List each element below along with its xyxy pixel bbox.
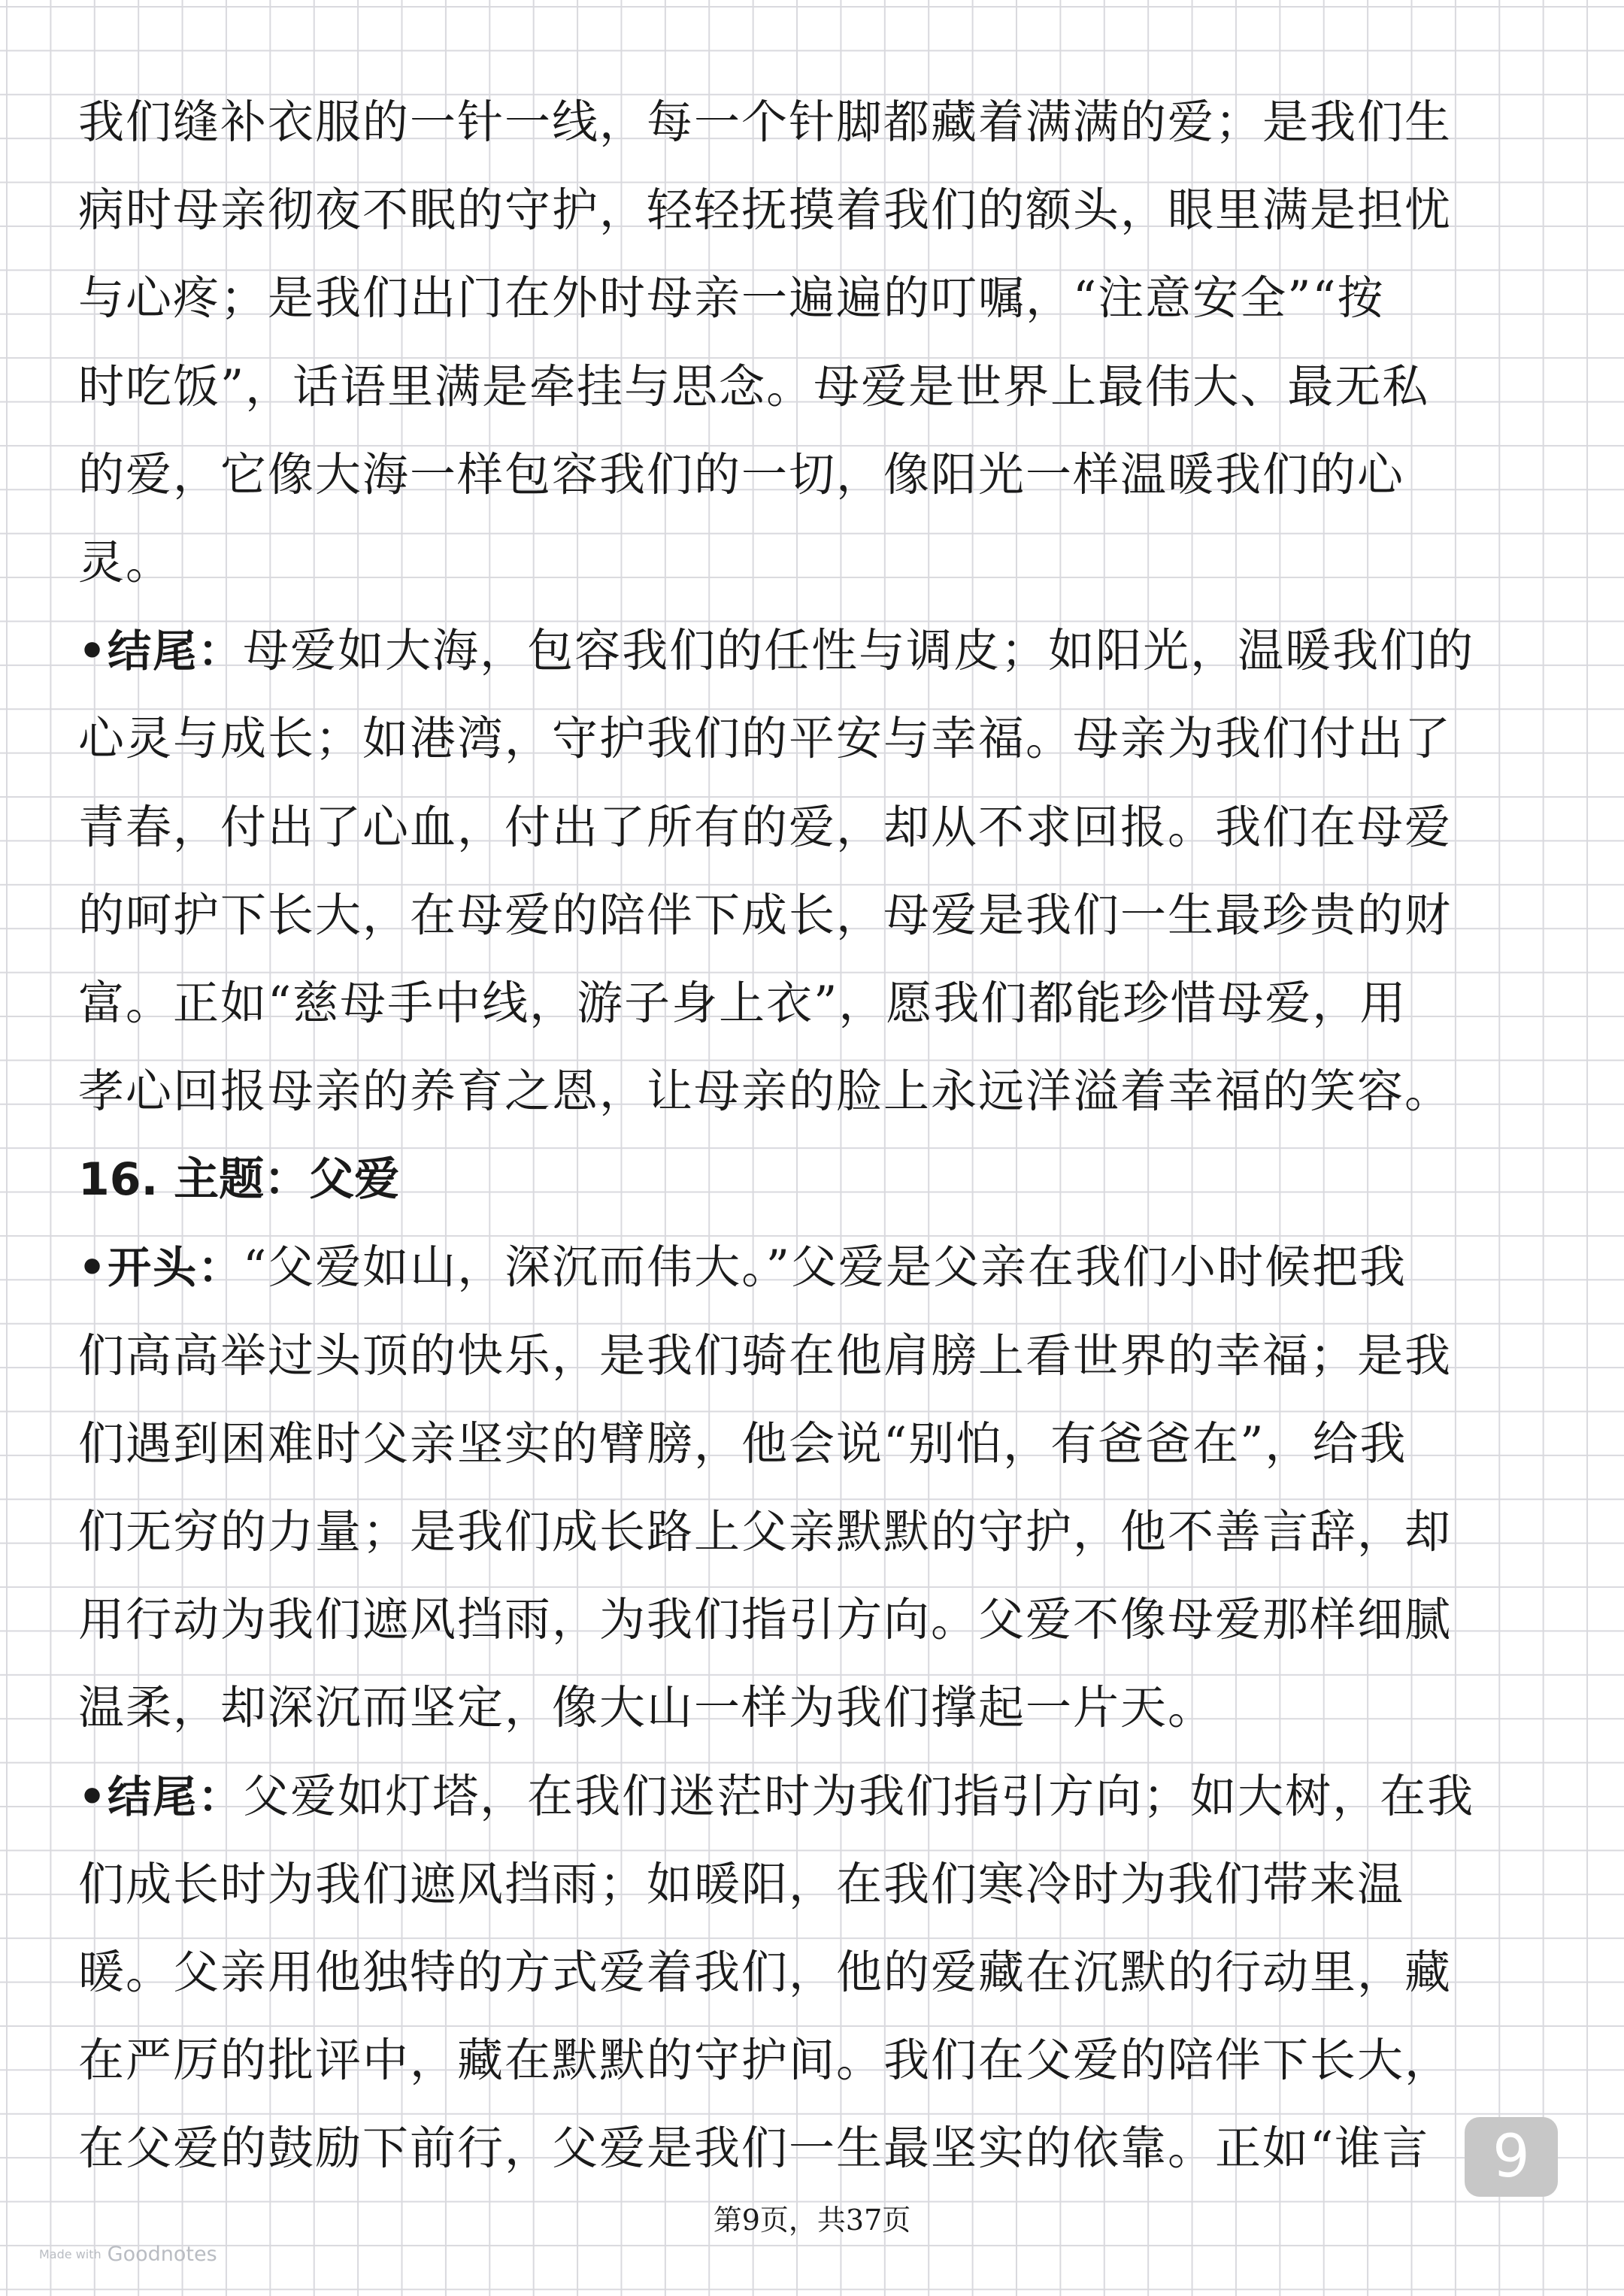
text-line: 灵。	[78, 535, 174, 589]
page-number-badge: 9	[1465, 2117, 1558, 2197]
topic-heading: 16. 主题：父爱	[78, 1153, 400, 1207]
text-span: 父爱如灯塔，在我们迷茫时为我们指引方向；如大树，在我	[243, 1769, 1475, 1823]
text-line: 们无穷的力量；是我们成长路上父亲默默的守护，他不善言辞，却	[78, 1505, 1453, 1558]
text-line	[78, 617, 1547, 705]
page-footer: 第9页，共37页	[713, 2204, 911, 2237]
text-line: 时吃饭”，话语里满是牵挂与思念。母爱是世界上最伟大、最无私	[78, 359, 1430, 413]
father-ending-paragraph	[78, 1763, 1547, 2204]
text-line: 暖。父亲用他独特的方式爱着我们，他的爱藏在沉默的行动里，藏	[78, 1945, 1453, 1999]
text-line: 的呵护下长大，在母爱的陪伴下成长，母爱是我们一生最珍贵的财	[78, 888, 1453, 942]
text-line: 青春，付出了心血，付出了所有的爱，却从不求回报。我们在母爱	[78, 800, 1453, 854]
text-line	[78, 1234, 1547, 1322]
text-line: 在父爱的鼓励下前行，父爱是我们一生最坚实的依靠。正如“谁言	[78, 2122, 1430, 2176]
opening-label: •开头：	[78, 1242, 244, 1294]
text-line: 们遇到困难时父亲坚实的臂膀，他会说“别怕，有爸爸在”，给我	[78, 1416, 1407, 1471]
mother-body-paragraph	[78, 89, 1547, 617]
text-line: 用行动为我们遮风挡雨，为我们指引方向。父爱不像母爱那样细腻	[78, 1593, 1453, 1647]
watermark-made-with: Made with	[39, 2246, 102, 2261]
goodnotes-watermark	[39, 2239, 217, 2269]
text-line: 心灵与成长；如港湾，守护我们的平安与幸福。母亲为我们付出了	[78, 712, 1453, 766]
page-content	[78, 89, 1547, 2204]
text-line	[78, 1763, 1547, 1851]
text-line: 孝心回报母亲的养育之恩，让母亲的脸上永远洋溢着幸福的笑容。	[78, 1065, 1453, 1119]
text-span: 母爱如大海，包容我们的任性与调皮；如阳光，温暖我们的	[243, 624, 1475, 678]
text-line: 们成长时为我们遮风挡雨；如暖阳，在我们寒冷时为我们带来温	[78, 1857, 1405, 1911]
text-line: 与心疼；是我们出门在外时母亲一遍遍的叮嘱，“注意安全”“按	[78, 271, 1385, 326]
text-line: 病时母亲彻夜不眠的守护，轻轻抚摸着我们的额头，眼里满是担忧	[78, 183, 1453, 238]
ending-label: •结尾：	[78, 625, 244, 677]
ending-label: •结尾：	[78, 1770, 244, 1822]
father-opening-paragraph	[78, 1234, 1547, 1762]
mother-ending-paragraph	[78, 617, 1547, 1146]
text-line: 们高高举过头顶的快乐，是我们骑在他肩膀上看世界的幸福；是我	[78, 1328, 1453, 1383]
watermark-brand: Goodnotes	[107, 2242, 217, 2266]
text-span: “父爱如山，深沉而伟大。”父爱是父亲在我们小时候把我	[243, 1240, 1407, 1295]
text-line: 我们缝补衣服的一针一线，每一个针脚都藏着满满的爱；是我们生	[78, 95, 1453, 149]
text-line: 富。正如“慈母手中线，游子身上衣”，愿我们都能珍惜母爱，用	[78, 976, 1407, 1030]
text-line: 温柔，却深沉而坚定，像大山一样为我们撑起一片天。	[78, 1681, 1216, 1735]
text-line: 在严厉的批评中，藏在默默的守护间。我们在父爱的陪伴下长大，	[78, 2034, 1453, 2088]
text-line: 的爱，它像大海一样包容我们的一切，像阳光一样温暖我们的心	[78, 447, 1405, 501]
